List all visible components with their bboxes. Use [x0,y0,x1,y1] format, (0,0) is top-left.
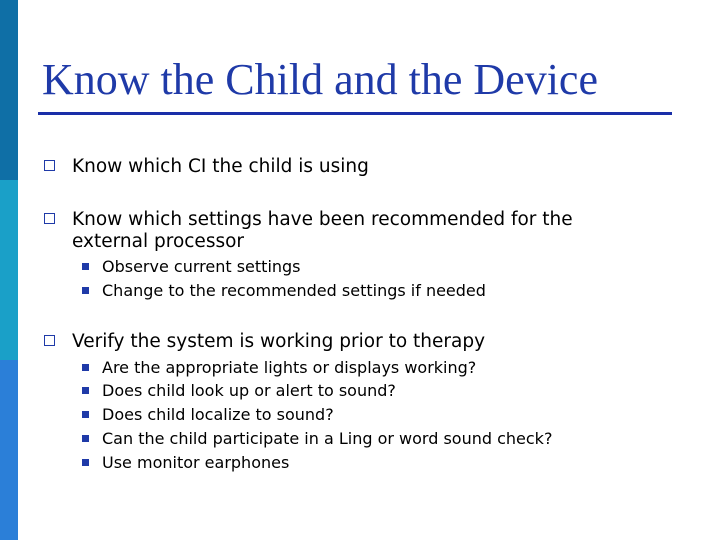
sub-bullet-text: Observe current settings [102,257,301,276]
sub-bullet-text: Are the appropriate lights or displays working? [102,358,477,377]
bullet-text: Know which CI the child is using [72,156,369,177]
accent-stripe-middle [0,180,18,360]
title-underline [38,112,672,115]
hollow-square-icon [44,213,55,224]
filled-square-icon [82,263,89,270]
slide-title: Know the Child and the Device [42,55,598,104]
filled-square-icon [82,387,89,394]
hollow-square-icon [44,160,55,171]
filled-square-icon [82,435,89,442]
accent-stripe-bottom [0,360,18,540]
hollow-square-icon [44,335,55,346]
sub-bullet-text: Change to the recommended settings if needed [102,281,486,300]
filled-square-icon [82,287,89,294]
filled-square-icon [82,459,89,466]
sub-bullet-text: Does child localize to sound? [102,405,334,424]
bullet-text: Know which settings have been recommended for the external processor [72,209,573,252]
sub-bullet-text: Can the child participate in a Ling or word sound check? [102,429,553,448]
filled-square-icon [82,411,89,418]
sub-bullet-text: Use monitor earphones [102,453,290,472]
accent-stripe-top [0,0,18,180]
filled-square-icon [82,364,89,371]
bullet-text: Verify the system is working prior to therapy [72,331,486,352]
sub-bullet-text: Does child look up or alert to sound? [102,381,396,400]
